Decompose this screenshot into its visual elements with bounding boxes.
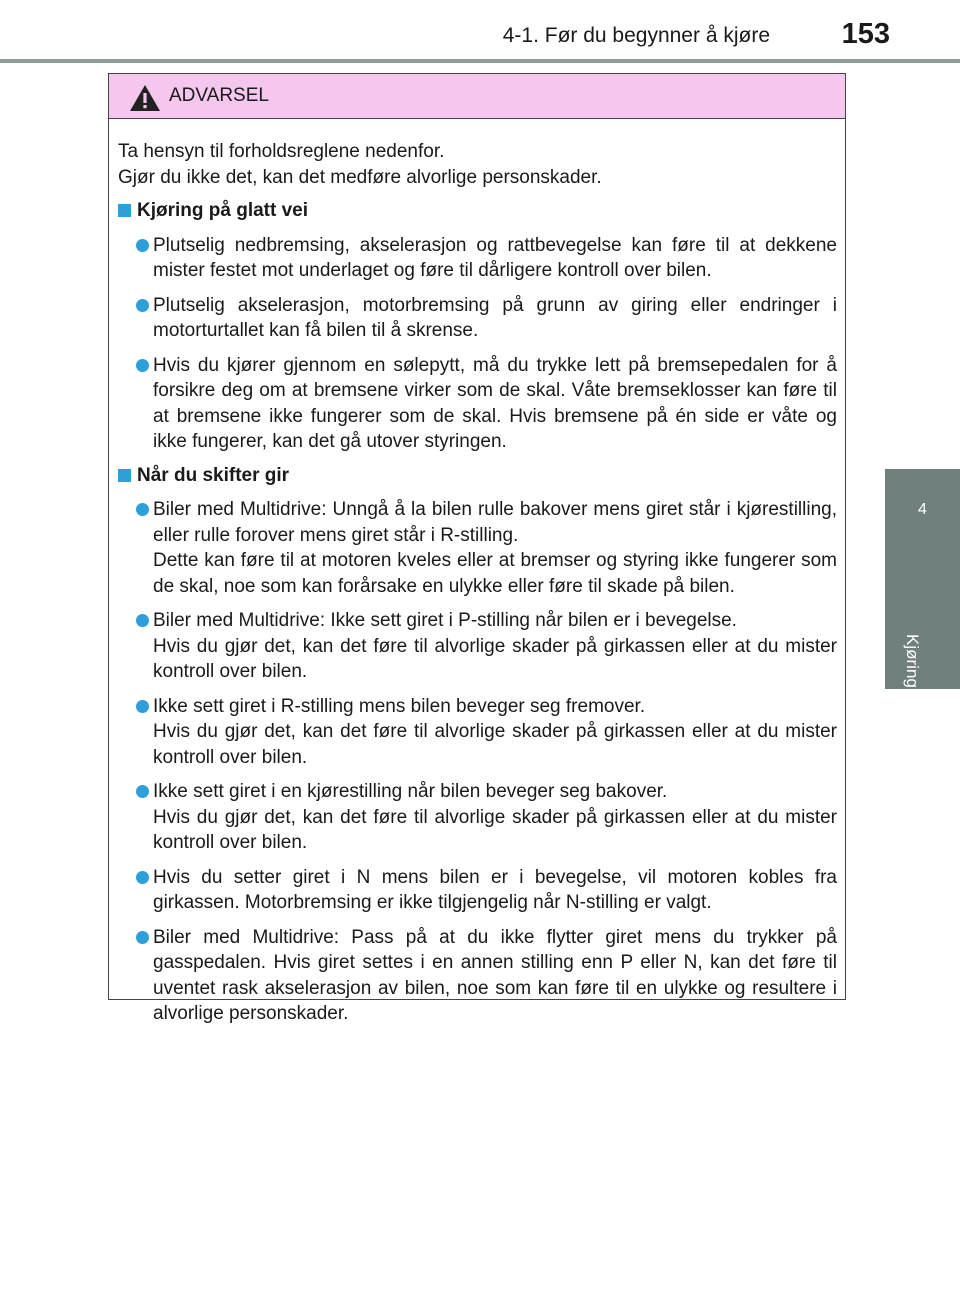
circle-bullet-icon (136, 614, 149, 627)
bullet-text: Hvis du gjør det, kan det føre til alvorlige skader på girkassen eller at du mister kontroll over bilen. (153, 635, 837, 682)
bullet-item (118, 233, 837, 284)
bullet-item (118, 865, 837, 916)
section-heading (118, 463, 837, 489)
section-title: 4-1. Før du begynner å kjøre (502, 24, 770, 47)
circle-bullet-icon (136, 785, 149, 798)
bullet-text: Hvis du gjør det, kan det føre til alvorlige skader på girkassen eller at du mister kontroll over bilen. (153, 721, 837, 768)
bullet-text: Biler med Multidrive: Pass på at du ikke flytter giret mens du trykker på gasspedalen. Hvis giret settes i en annen stilling enn P eller N, kan det føre til uventet rask akselerasjon av bilen, noe som kan føre til en ulykke og resultere i alvorlige personskader. (153, 926, 837, 1024)
circle-bullet-icon (136, 931, 149, 944)
page-number: 153 (841, 18, 890, 50)
bullet-text: Plutselig nedbremsing, akselerasjon og rattbevegelse kan føre til at dekkene mister festet mot underlaget og føre til dårligere kontroll over bilen. (153, 234, 837, 281)
bullet-item (118, 694, 837, 771)
circle-bullet-icon (136, 239, 149, 252)
bullet-text: Hvis du setter giret i N mens bilen er i bevegelse, vil motoren kobles fra girkassen. Motorbremsing er ikke tilgjengelig når N-stilling er valgt. (153, 866, 837, 913)
intro-line: Ta hensyn til forholdsreglene nedenfor. (118, 141, 445, 162)
circle-bullet-icon (136, 359, 149, 372)
bullet-text: Dette kan føre til at motoren kveles eller at bremser og styring ikke fungerer som de skal, noe som kan forårsake en ulykke eller føre til skade på bilen. (153, 550, 837, 597)
bullet-text: Plutselig akselerasjon, motorbremsing på grunn av giring eller endringer i motorturtallet kan få bilen til å skrense. (153, 294, 837, 341)
bullet-item (118, 293, 837, 344)
section-heading-text: Når du skifter gir (137, 464, 290, 486)
square-bullet-icon (118, 469, 131, 482)
bullet-text: Hvis du kjører gjennom en sølepytt, må du trykke lett på bremsepedalen for å forsikre deg om at bremsene virker som de skal. Våte bremseklosser kan føre til at bremsene ikke fungerer som de skal. Hvis bremsene på én side er våte og ikke fungerer, kan det gå utover styringen. (153, 354, 837, 452)
header-rule (0, 59, 960, 63)
bullet-text: Biler med Multidrive: Unngå å la bilen rulle bakover mens giret står i kjørestilling, eller rulle forover mens giret står i R-stilling. (153, 499, 837, 546)
circle-bullet-icon (136, 700, 149, 713)
section-heading-text: Kjøring på glatt vei (137, 200, 309, 221)
bullet-item (118, 353, 837, 455)
bullet-item (118, 608, 837, 685)
bullet-item (118, 779, 837, 856)
warning-title: ADVARSEL (169, 85, 269, 106)
chapter-label: Kjøring (903, 634, 922, 688)
warning-intro (118, 139, 837, 190)
bullet-text: Hvis du gjør det, kan det føre til alvorlige skader på girkassen eller at du mister kontroll over bilen. (153, 806, 837, 853)
bullet-item (118, 925, 837, 1027)
square-bullet-icon (118, 204, 131, 217)
warning-triangle-icon (129, 84, 161, 112)
warning-header (109, 74, 845, 119)
circle-bullet-icon (136, 299, 149, 312)
circle-bullet-icon (136, 871, 149, 884)
section-heading (118, 198, 837, 224)
warning-box (108, 73, 846, 1024)
bullet-text: Biler med Multidrive: Ikke sett giret i P-stilling når bilen er i bevegelse. (153, 610, 737, 631)
chapter-number: 4 (918, 501, 927, 518)
chapter-side-tab (885, 469, 960, 689)
bullet-item (118, 497, 837, 599)
bullet-text: Ikke sett giret i en kjørestilling når bilen beveger seg bakover. (153, 781, 668, 802)
warning-body (109, 119, 845, 1027)
bullet-text: Ikke sett giret i R-stilling mens bilen beveger seg fremover. (153, 695, 646, 717)
circle-bullet-icon (136, 503, 149, 516)
intro-line: Gjør du ikke det, kan det medføre alvorlige personskader. (118, 166, 602, 188)
